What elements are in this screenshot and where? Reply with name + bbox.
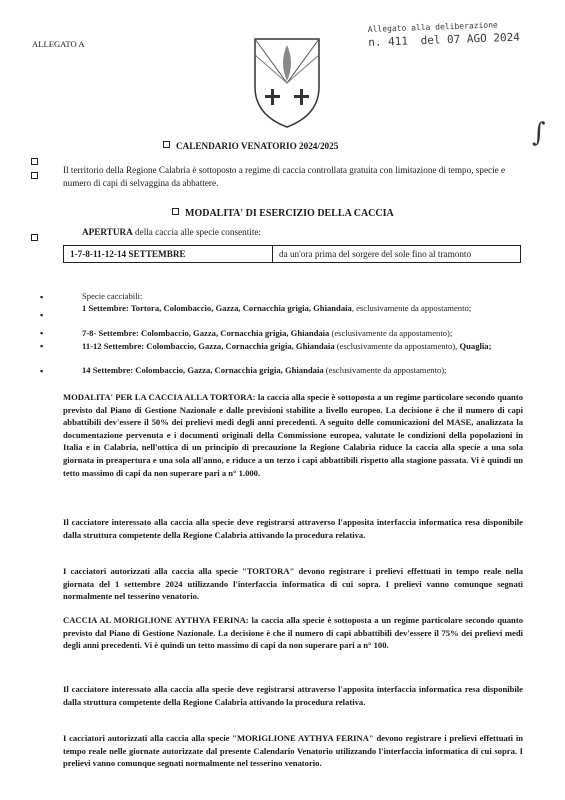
apertura-bold: APERTURA <box>82 227 133 237</box>
dates-table <box>63 245 521 263</box>
checkbox-icon <box>31 167 44 185</box>
bullet-icon: ▪ <box>40 366 44 376</box>
stamp-date: del 07 AGO 2024 <box>420 30 521 48</box>
dates-cell: 1-7-8-11-12-14 SETTEMBRE <box>64 246 273 263</box>
moriglione-authorized-paragraph: I cacciatori autorizzati alla caccia alla specie "MORIGLIONE AYTHYA FERINA" devono registrare i prelievi effettuati in tempo reale nelle giornate autorizzate dal presente Calendario Venatorio utilizzando l'interfaccia informatica di cui sopra. I prelievi vanno comunque segnati normalmente nel tesserino venatorio. <box>63 733 523 769</box>
species-item: 7-8- Settembre: Colombaccio, Gazza, Cornacchia grigia, Ghiandaia (esclusivamente da appostamento); <box>82 328 453 338</box>
bullet-icon: ▪ <box>40 292 44 302</box>
bullet-icon: ▪ <box>40 328 44 338</box>
registration-paragraph: Il cacciatore interessato alla caccia alla specie deve registrarsi attraverso l'apposita interfaccia informatica resa disponibile dalla struttura competente della Regione Calabria attivando la procedura relativa. <box>63 517 523 540</box>
checkbox-icon <box>172 208 179 215</box>
species-intro: Specie cacciabili: <box>82 291 143 301</box>
species-item: 11-12 Settembre: Colombaccio, Gazza, Cornacchia grigia, Ghiandaia (esclusivamente da appostamento), Quaglia; <box>82 341 492 351</box>
bullet-icon: ▪ <box>40 310 44 320</box>
handwritten-mark-icon: ∫ <box>532 118 546 148</box>
hours-cell: da un'ora prima del sorgere del sole fino al tramonto <box>273 246 521 263</box>
species-item: 1 Settembre: Tortora, Colombaccio, Gazza, Cornacchia grigia, Ghiandaia, esclusivamente da appostamento; <box>82 303 472 313</box>
deliberation-stamp <box>368 19 539 49</box>
page-title: CALENDARIO VENATORIO 2024/2025 <box>163 140 338 153</box>
apertura-line <box>82 226 261 239</box>
bullet-icon: ▪ <box>40 341 44 351</box>
intro-text: Il territorio della Regione Calabria è sottoposto a regime di caccia controllata gratuita con limitazione di tempo, specie e numero di capi di selvaggina da abbattere. <box>63 165 506 188</box>
stamp-line1: Allegato alla deliberazione <box>367 20 498 34</box>
apertura-rest: della caccia alle specie consentite: <box>132 227 262 237</box>
moriglione-paragraph: CACCIA AL MORIGLIONE AYTHYA FERINA: la caccia alla specie è sottoposta a un regime particolare secondo quanto previsto dal Piano di Gestione Nazionale. La decisione è che il numero di capi abbattibili dev'essere il 75% dei prelievi medi degli anni precedenti. Vi è quindi un tetto massimo di capi da non superare pari a n° 100. <box>63 615 523 651</box>
section-heading: MODALITA' DI ESERCIZIO DELLA CACCIA <box>172 207 394 220</box>
checkbox-icon <box>31 229 44 247</box>
stamp-number: n. 411 <box>368 34 409 49</box>
species-item: 14 Settembre: Colombaccio, Gazza, Cornacchia grigia, Ghiandaia (esclusivamente da appostamento); <box>82 365 447 375</box>
allegato-label: ALLEGATO A <box>32 39 85 49</box>
regional-crest-icon <box>251 35 323 131</box>
tortora-authorized-paragraph: I cacciatori autorizzati alla caccia alla specie "TORTORA" devono registrare i prelievi effettuati in tempo reale nella giornata del 1 settembre 2024 utilizzando l'interfaccia informatica di cui sopra. I prelievi vanno comunque segnati normalmente nel tesserino venatorio. <box>63 566 523 602</box>
checkbox-icon <box>163 141 170 148</box>
tortora-paragraph: MODALITA' PER LA CACCIA ALLA TORTORA: la caccia alla specie è sottoposta a un regime particolare secondo quanto previsto dal Piano di Gestione Nazionale e dalle previsioni stabilite a livello europeo. La decisione è che il numero di capi abbattibili dev'essere il 50% dei prelievi medi degli anni precedenti. A seguito delle comunicazioni del MASE, analizzata la documentazione pervenuta e i documenti originali della Commissione europea, valutate le condizioni della popolazioni in Italia e in Calabria, nell'ottica di un principio di precauzione la Regione Calabria riduce la caccia alla specie a una sola giornata in preapertura e una sola all'anno, e riduce a un terzo i capi abbattibili rispetto alla stagione passata. Vi è quindi un tetto massimo di capi da non superare pari a n° 1.000. <box>63 392 523 478</box>
registration-paragraph: Il cacciatore interessato alla caccia alla specie deve registrarsi attraverso l'apposita interfaccia informatica resa disponibile dalla struttura competente della Regione Calabria attivando la procedura relativa. <box>63 684 523 707</box>
